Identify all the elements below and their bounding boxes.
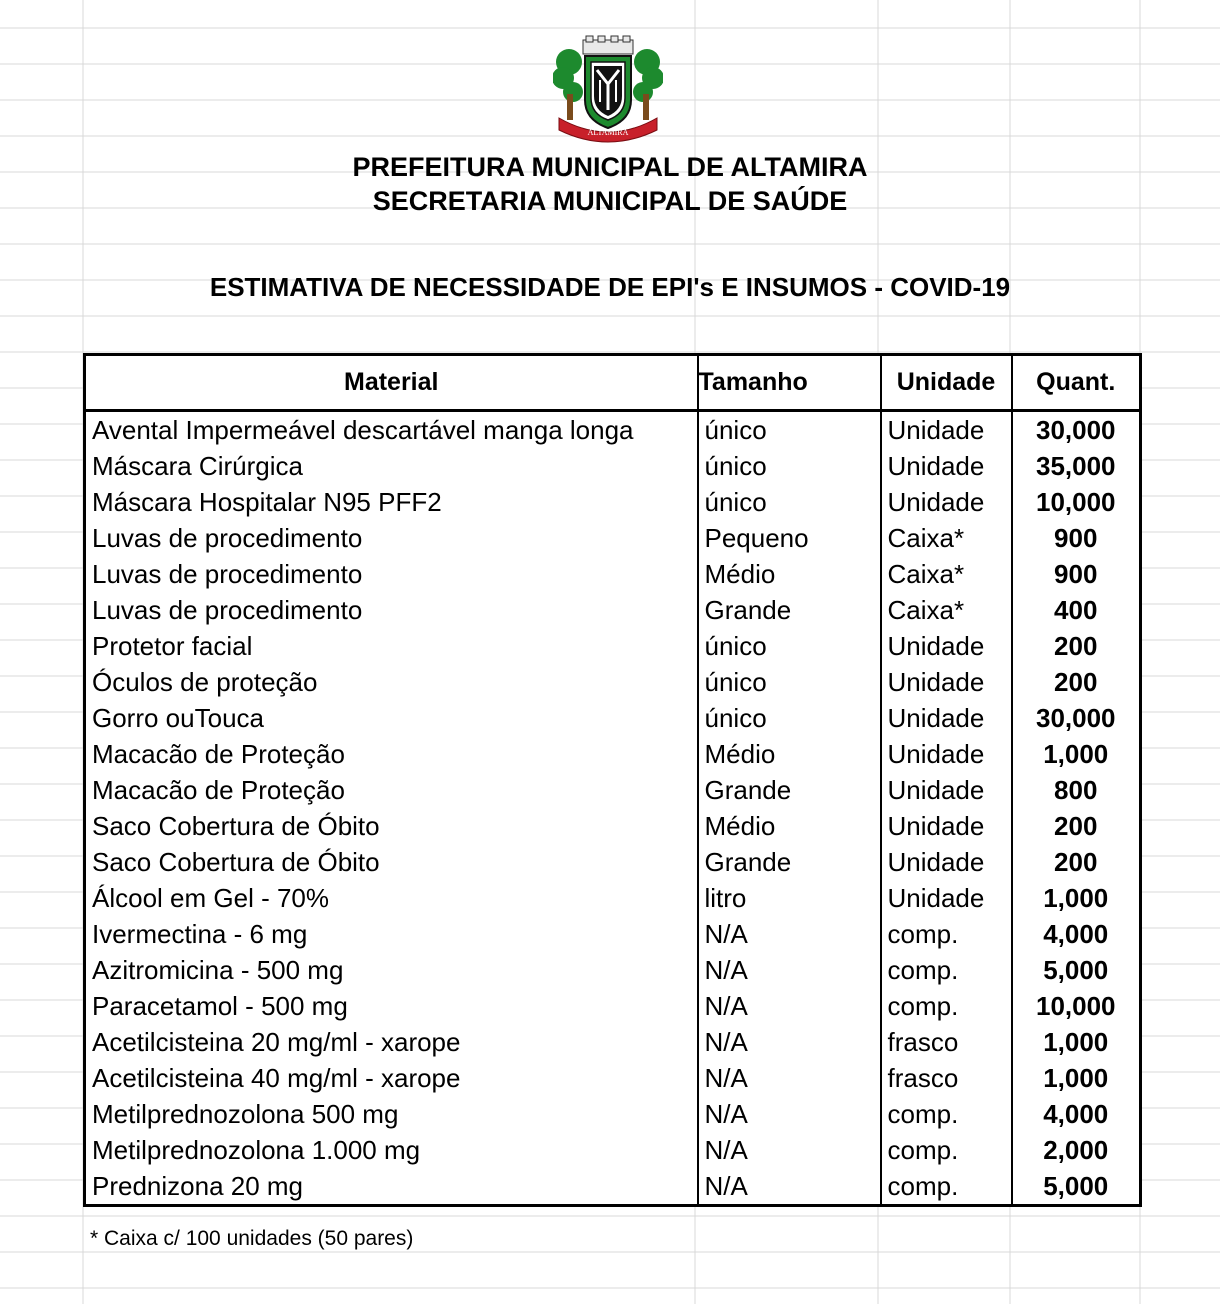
cell-tamanho: N/A [698, 1060, 881, 1096]
cell-tamanho: N/A [698, 1168, 881, 1206]
cell-quantidade: 5,000 [1012, 1168, 1141, 1206]
cell-tamanho: único [698, 664, 881, 700]
cell-unidade: Unidade [881, 772, 1012, 808]
cell-material: Prednizona 20 mg [85, 1168, 698, 1206]
cell-tamanho: Pequeno [698, 520, 881, 556]
cell-quantidade: 200 [1012, 808, 1141, 844]
cell-quantidade: 1,000 [1012, 1024, 1141, 1060]
cell-unidade: Caixa* [881, 556, 1012, 592]
cell-tamanho: Grande [698, 844, 881, 880]
cell-tamanho: N/A [698, 988, 881, 1024]
cell-material: Álcool em Gel - 70% [85, 880, 698, 916]
table-row [85, 736, 1141, 772]
cell-tamanho: Médio [698, 556, 881, 592]
cell-material: Acetilcisteina 40 mg/ml - xarope [85, 1060, 698, 1096]
cell-quantidade: 10,000 [1012, 484, 1141, 520]
table-row [85, 844, 1141, 880]
cell-unidade: Unidade [881, 448, 1012, 484]
cell-quantidade: 4,000 [1012, 916, 1141, 952]
cell-quantidade: 200 [1012, 664, 1141, 700]
cell-material: Macacão de Proteção [85, 736, 698, 772]
cell-material: Luvas de procedimento [85, 592, 698, 628]
cell-unidade: Unidade [881, 411, 1012, 449]
document-title: ESTIMATIVA DE NECESSIDADE DE EPI's E INSUMOS - COVID-19 [209, 272, 1011, 302]
column-header-tamanho: Tamanho [698, 355, 881, 411]
cell-material: Metilprednozolona 500 mg [85, 1096, 698, 1132]
cell-quantidade: 900 [1012, 520, 1141, 556]
cell-tamanho: N/A [698, 916, 881, 952]
table-row [85, 1096, 1141, 1132]
table-row [85, 952, 1141, 988]
svg-text:ALTAMIRA: ALTAMIRA [587, 128, 629, 137]
table-row [85, 772, 1141, 808]
cell-tamanho: N/A [698, 1024, 881, 1060]
cell-material: Avental Impermeável descartável manga longa [85, 411, 698, 449]
table-row [85, 1132, 1141, 1168]
table-row [85, 1168, 1141, 1206]
table-row [85, 556, 1141, 592]
table-row [85, 1024, 1141, 1060]
cell-unidade: comp. [881, 988, 1012, 1024]
cell-material: Saco Cobertura de Óbito [85, 808, 698, 844]
table-row [85, 484, 1141, 520]
table-row [85, 411, 1141, 449]
table-row [85, 988, 1141, 1024]
cell-quantidade: 2,000 [1012, 1132, 1141, 1168]
cell-unidade: Unidade [881, 808, 1012, 844]
org-name-line-1: PREFEITURA MUNICIPAL DE ALTAMIRA [352, 152, 868, 182]
cell-quantidade: 200 [1012, 844, 1141, 880]
cell-tamanho: litro [698, 880, 881, 916]
cell-quantidade: 30,000 [1012, 411, 1141, 449]
cell-unidade: frasco [881, 1024, 1012, 1060]
cell-material: Metilprednozolona 1.000 mg [85, 1132, 698, 1168]
cell-unidade: Unidade [881, 880, 1012, 916]
cell-unidade: comp. [881, 1132, 1012, 1168]
cell-unidade: Caixa* [881, 592, 1012, 628]
table-row [85, 628, 1141, 664]
cell-material: Macacão de Proteção [85, 772, 698, 808]
cell-quantidade: 30,000 [1012, 700, 1141, 736]
cell-unidade: Unidade [881, 664, 1012, 700]
column-header-unidade: Unidade [881, 355, 1012, 411]
cell-tamanho: único [698, 484, 881, 520]
cell-tamanho: N/A [698, 952, 881, 988]
table-row [85, 520, 1141, 556]
epi-table [83, 353, 1142, 1207]
cell-material: Luvas de procedimento [85, 556, 698, 592]
cell-quantidade: 4,000 [1012, 1096, 1141, 1132]
footnote: * Caixa c/ 100 unidades (50 pares) [90, 1227, 414, 1250]
cell-unidade: comp. [881, 1096, 1012, 1132]
cell-unidade: comp. [881, 1168, 1012, 1206]
cell-tamanho: único [698, 448, 881, 484]
cell-quantidade: 1,000 [1012, 736, 1141, 772]
cell-tamanho: Médio [698, 736, 881, 772]
cell-quantidade: 10,000 [1012, 988, 1141, 1024]
cell-material: Azitromicina - 500 mg [85, 952, 698, 988]
org-name-line-2: SECRETARIA MUNICIPAL DE SAÚDE [372, 186, 848, 216]
cell-quantidade: 400 [1012, 592, 1141, 628]
cell-material: Gorro ouTouca [85, 700, 698, 736]
cell-material: Máscara Hospitalar N95 PFF2 [85, 484, 698, 520]
cell-material: Máscara Cirúrgica [85, 448, 698, 484]
cell-unidade: Unidade [881, 700, 1012, 736]
cell-unidade: Caixa* [881, 520, 1012, 556]
cell-quantidade: 1,000 [1012, 880, 1141, 916]
table-row [85, 664, 1141, 700]
cell-material: Luvas de procedimento [85, 520, 698, 556]
cell-quantidade: 900 [1012, 556, 1141, 592]
cell-quantidade: 5,000 [1012, 952, 1141, 988]
cell-tamanho: N/A [698, 1132, 881, 1168]
column-header-material: Material [85, 355, 698, 411]
cell-quantidade: 1,000 [1012, 1060, 1141, 1096]
cell-tamanho: N/A [698, 1096, 881, 1132]
cell-tamanho: único [698, 628, 881, 664]
cell-quantidade: 200 [1012, 628, 1141, 664]
table-row [85, 916, 1141, 952]
column-header-quantidade: Quant. [1012, 355, 1141, 411]
municipal-crest-icon [553, 34, 663, 146]
table-row [85, 808, 1141, 844]
cell-unidade: frasco [881, 1060, 1012, 1096]
cell-unidade: Unidade [881, 484, 1012, 520]
table-row [85, 1060, 1141, 1096]
cell-material: Saco Cobertura de Óbito [85, 844, 698, 880]
table-row [85, 448, 1141, 484]
cell-tamanho: único [698, 700, 881, 736]
cell-material: Protetor facial [85, 628, 698, 664]
cell-tamanho: único [698, 411, 881, 449]
cell-material: Paracetamol - 500 mg [85, 988, 698, 1024]
cell-material: Acetilcisteina 20 mg/ml - xarope [85, 1024, 698, 1060]
cell-quantidade: 35,000 [1012, 448, 1141, 484]
cell-unidade: Unidade [881, 844, 1012, 880]
cell-tamanho: Médio [698, 808, 881, 844]
cell-tamanho: Grande [698, 592, 881, 628]
table-header-row [85, 355, 1141, 411]
cell-material: Óculos de proteção [85, 664, 698, 700]
cell-unidade: Unidade [881, 736, 1012, 772]
cell-tamanho: Grande [698, 772, 881, 808]
cell-unidade: Unidade [881, 628, 1012, 664]
cell-quantidade: 800 [1012, 772, 1141, 808]
cell-unidade: comp. [881, 952, 1012, 988]
table-row [85, 592, 1141, 628]
cell-unidade: comp. [881, 916, 1012, 952]
table-row [85, 700, 1141, 736]
cell-material: Ivermectina - 6 mg [85, 916, 698, 952]
table-row [85, 880, 1141, 916]
